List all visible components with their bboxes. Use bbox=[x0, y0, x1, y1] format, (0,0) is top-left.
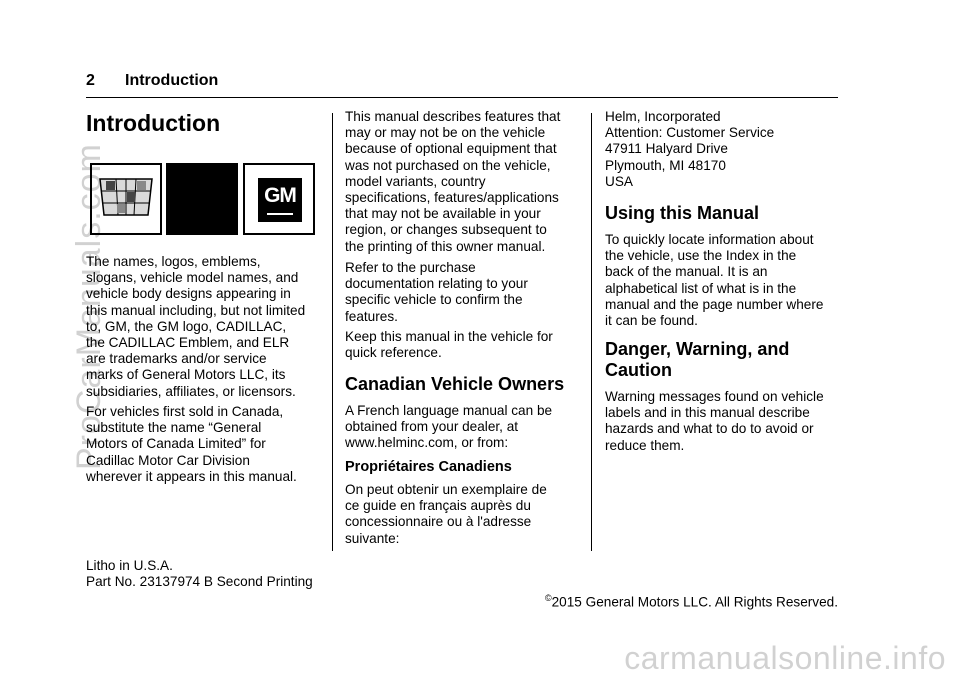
keep-manual-paragraph: Keep this manual in the vehicle for quick reference. bbox=[345, 329, 553, 361]
copyright-line: 2015 General Motors LLC. All Rights Reserved. bbox=[551, 594, 838, 610]
features-paragraph: This manual describes features that may or may not be on the vehicle because of optional equipment that was not purchased on the vehicle, model variants, country specifications, features/applications that may not be available in your region, or changes subsequent to the printing of this owner manual. bbox=[345, 109, 561, 254]
running-header-title: Introduction bbox=[125, 72, 219, 89]
using-manual-paragraph: To quickly locate information about the vehicle, use the Index in the back of the manual. It is an alphabetical list of what is in the manual and the page number where it can be found. bbox=[605, 232, 824, 329]
gm-logo-mark: GM bbox=[258, 178, 302, 222]
page-number: 2 bbox=[86, 72, 95, 89]
vertical-watermark bbox=[40, 143, 108, 470]
litho-text: Litho in U.S.A. bbox=[86, 558, 173, 573]
copyright-symbol: © bbox=[544, 593, 552, 604]
canadian-owners-heading: Canadian Vehicle Owners bbox=[345, 374, 565, 394]
french-manual-paragraph: A French language manual can be obtained from your dealer, at www.helminc.com, or from: bbox=[345, 403, 553, 451]
column-divider-2 bbox=[591, 113, 592, 551]
french-paragraph: On peut obtenir un exemplaire de ce guide en français auprès du concessionnaire ou à l'adresse suivante: bbox=[345, 482, 547, 546]
using-manual-heading: Using this Manual bbox=[605, 203, 760, 223]
gm-logo bbox=[243, 163, 315, 235]
copyright-text bbox=[545, 574, 838, 611]
bottom-watermark: carmanualsonline.info bbox=[624, 640, 946, 676]
danger-heading-line2: Caution bbox=[605, 360, 672, 380]
trademark-paragraph: The names, logos, emblems, slogans, vehicle model names, and vehicle body designs appearing in this manual including, but not limited to, GM, the GM logo, CADILLAC, the CADILLAC Emblem, and ELR are trademarks and/or service marks of General Motors LLC, its subsidiaries, affiliates, or licensors. bbox=[86, 254, 306, 399]
page-title: Introduction bbox=[86, 110, 221, 136]
proprietaires-heading: Propriétaires Canadiens bbox=[345, 459, 512, 475]
danger-paragraph: Warning messages found on vehicle labels and in this manual describe hazards and what to do to avoid or reduce them. bbox=[605, 389, 824, 453]
header-rule bbox=[86, 97, 838, 98]
column-divider-1 bbox=[332, 113, 333, 551]
danger-heading-line1: Danger, Warning, and bbox=[605, 339, 790, 359]
part-number-text: Part No. 23137974 B Second Printing bbox=[86, 574, 313, 589]
purchase-doc-paragraph: Refer to the purchase documentation relating to your specific vehicle to confirm the features. bbox=[345, 260, 528, 324]
logo-row bbox=[86, 163, 318, 236]
black-logo-block bbox=[166, 163, 238, 235]
canada-paragraph: For vehicles first sold in Canada, substitute the name “General Motors of Canada Limited” for Cadillac Motor Car Division wherever it appears in this manual. bbox=[86, 404, 297, 484]
helm-address: Helm, Incorporated Attention: Customer Service 47911 Halyard Drive Plymouth, MI 48170 USA bbox=[605, 109, 775, 189]
vertical-watermark-text: ProCarManuals.com bbox=[70, 143, 108, 470]
